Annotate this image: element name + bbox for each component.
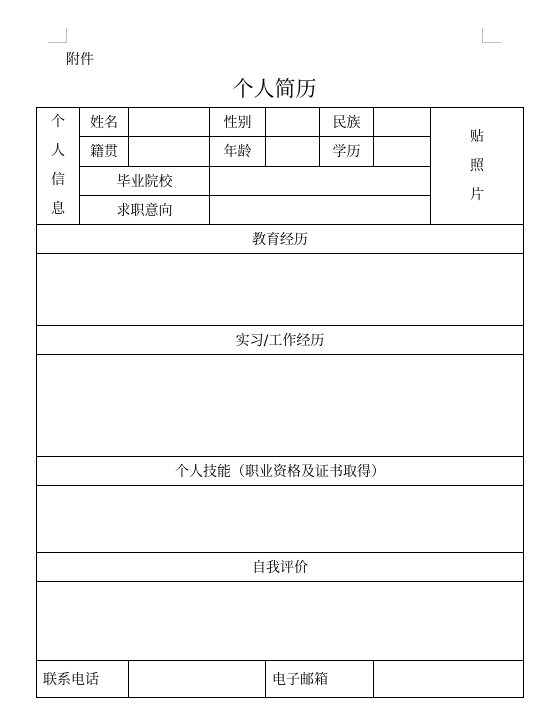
- phone-field[interactable]: [129, 661, 266, 698]
- name-field[interactable]: [129, 108, 210, 137]
- native-place-field[interactable]: [129, 137, 210, 166]
- gender-label: 性别: [210, 108, 266, 137]
- top-left-crop-mark: [48, 28, 67, 43]
- resume-table: [36, 107, 524, 698]
- work-history-field[interactable]: [37, 355, 524, 457]
- personal-info-section-label: 个 人 信 息: [37, 108, 80, 225]
- name-label: 姓名: [80, 108, 129, 137]
- education-level-field[interactable]: [374, 137, 431, 166]
- attachment-label: 附件: [66, 52, 94, 68]
- page-title: 个人简历: [232, 77, 317, 101]
- photo-placeholder[interactable]: 贴 照 片: [431, 108, 524, 225]
- education-history-field[interactable]: [37, 254, 524, 326]
- ethnicity-field[interactable]: [374, 108, 431, 137]
- native-place-label: 籍贯: [80, 137, 129, 166]
- ethnicity-label: 民族: [320, 108, 374, 137]
- top-right-crop-mark: [482, 28, 501, 43]
- job-intention-field[interactable]: [210, 195, 431, 224]
- age-field[interactable]: [266, 137, 320, 166]
- education-level-label: 学历: [320, 137, 374, 166]
- skills-header: 个人技能（职业资格及证书取得）: [37, 457, 524, 486]
- gender-field[interactable]: [266, 108, 320, 137]
- job-intention-label: 求职意向: [80, 195, 210, 224]
- age-label: 年龄: [210, 137, 266, 166]
- school-field[interactable]: [210, 166, 431, 195]
- education-history-header: 教育经历: [37, 225, 524, 254]
- self-evaluation-field[interactable]: [37, 582, 524, 661]
- skills-field[interactable]: [37, 486, 524, 553]
- self-evaluation-header: 自我评价: [37, 553, 524, 582]
- email-field[interactable]: [374, 661, 524, 698]
- email-label: 电子邮箱: [266, 661, 374, 698]
- work-history-header: 实习/工作经历: [37, 326, 524, 355]
- phone-label: 联系电话: [37, 661, 129, 698]
- school-label: 毕业院校: [80, 166, 210, 195]
